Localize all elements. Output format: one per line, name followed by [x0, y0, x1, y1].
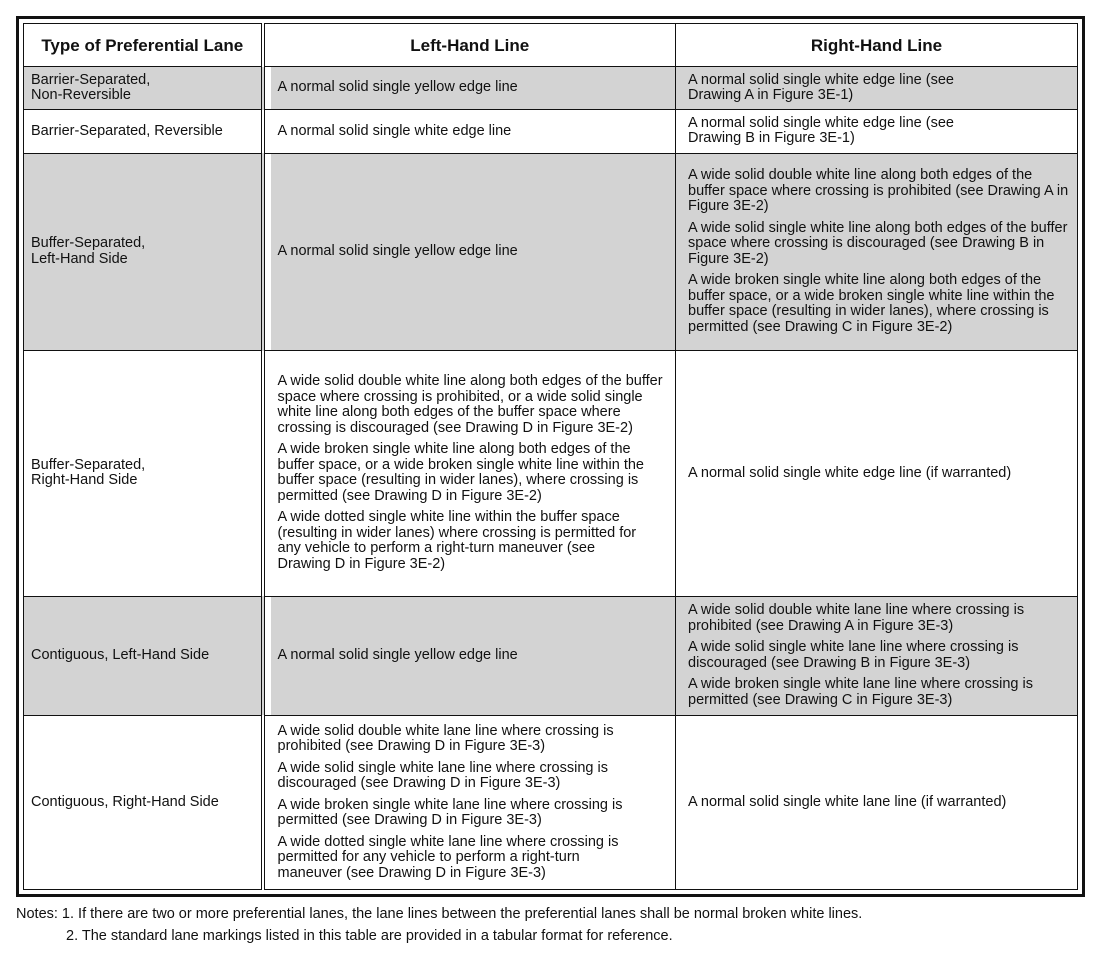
- left-line-cell: [263, 596, 676, 715]
- left-line-cell: [263, 67, 676, 110]
- row-type-cell: [24, 715, 263, 889]
- left-line-text: A wide dotted single white lane line where crossing is permitted for any vehicle to perform a right-turn maneuver (see Drawing D in Figure 3E-3): [277, 833, 619, 881]
- table-header-row: [24, 24, 1078, 67]
- row-type-cell: [24, 596, 263, 715]
- right-line-text: A wide solid double white lane line where crossing is prohibited (see Drawing A in Figure 3E-3): [688, 602, 1025, 634]
- right-line-text: A wide broken single white line along both edges of the buffer space, or a wide broken single white line within the buffer space (resulting in wider lanes), where crossing is permitted (see Drawing C in Figure 3E-2): [688, 272, 1055, 335]
- left-line-text: A wide broken single white lane line where crossing is permitted (see Drawing D in Figure 3E-3): [277, 796, 623, 829]
- row-type-label: Contiguous, Right-Hand Side: [31, 793, 219, 810]
- right-line-text: A normal solid single white edge line (see Drawing A in Figure 3E-1): [688, 71, 954, 104]
- table-row: [24, 153, 1078, 350]
- right-line-text: A normal solid single white lane line (if warranted): [688, 793, 1007, 810]
- left-line-text: A wide dotted single white line within the buffer space (resulting in wider lanes) where crossing is permitted for any vehicle to perform a right-turn maneuver (see Drawing D in Figure 3E-2): [277, 509, 637, 572]
- right-line-cell: [676, 596, 1078, 715]
- table-row: [24, 110, 1078, 153]
- left-line-text: A wide broken single white line along both edges of the buffer space, or a wide broken single white line within the buffer space (resulting in wider lanes), where crossing is permitted (see Drawing D in Figure 3E-2): [277, 441, 644, 504]
- left-line-text: A normal solid single yellow edge line: [277, 647, 518, 664]
- left-line-cell: [263, 153, 676, 350]
- right-line-text: A wide solid double white line along both edges of the buffer space where crossing is prohibited (see Drawing A in Figure 3E-2): [688, 167, 1069, 215]
- left-line-text: A normal solid single white edge line: [277, 122, 512, 139]
- lane-markings-table: [23, 23, 1078, 890]
- right-line-text: A wide solid single white lane line where crossing is discouraged (see Drawing B in Figure 3E-3): [688, 639, 1019, 671]
- right-line-cell: [676, 351, 1078, 597]
- row-type-label: Contiguous, Left-Hand Side: [31, 647, 210, 664]
- note-2: 2. The standard lane markings listed in this table are provided in a tabular format for reference.: [66, 928, 673, 944]
- row-type-cell: [24, 67, 263, 110]
- right-line-cell: [676, 153, 1078, 350]
- left-line-text: A wide solid single white lane line where crossing is discouraged (see Drawing D in Figure 3E-3): [277, 759, 608, 792]
- row-type-label: Buffer-Separated, Left-Hand Side: [31, 235, 146, 267]
- header-right-hand-line: Right-Hand Line: [676, 24, 1078, 67]
- row-type-label: Barrier-Separated, Reversible: [31, 122, 223, 139]
- header-left-hand-line: Left-Hand Line: [263, 24, 676, 67]
- right-line-text: A normal solid single white edge line (if warranted): [688, 464, 1012, 481]
- left-line-text: A normal solid single yellow edge line: [277, 79, 518, 96]
- row-type-cell: [24, 153, 263, 350]
- note-1: Notes: 1. If there are two or more preferential lanes, the lane lines between the preferential lanes shall be normal broken white lines.: [16, 906, 863, 922]
- table-row: [24, 596, 1078, 715]
- left-line-text: A wide solid double white line along both edges of the buffer space where crossing is prohibited, or a wide solid single white line along both edges of the buffer space where crossing is discouraged (see Drawing D in Figure 3E-2): [277, 373, 663, 436]
- table-row: [24, 715, 1078, 889]
- row-type-label: Buffer-Separated, Right-Hand Side: [31, 456, 146, 489]
- left-line-cell: [263, 715, 676, 889]
- right-line-cell: [676, 110, 1078, 153]
- right-line-text: A wide solid single white line along both edges of the buffer space where crossing is discouraged (see Drawing B in Figure 3E-2): [688, 219, 1068, 267]
- right-line-text: A wide broken single white lane line where crossing is permitted (see Drawing C in Figure 3E-3): [688, 676, 1033, 708]
- table-row: [24, 351, 1078, 597]
- row-type-cell: [24, 110, 263, 153]
- right-line-text: A normal solid single white edge line (see Drawing B in Figure 3E-1): [688, 114, 954, 147]
- left-line-cell: [263, 351, 676, 597]
- left-line-cell: [263, 110, 676, 153]
- right-line-cell: [676, 67, 1078, 110]
- left-line-text: A wide solid double white lane line where crossing is prohibited (see Drawing D in Figure 3E-3): [277, 722, 614, 755]
- lane-markings-table-frame: [16, 16, 1085, 897]
- row-type-label: Barrier-Separated, Non-Reversible: [31, 71, 151, 104]
- row-type-cell: [24, 351, 263, 597]
- table-notes: [16, 903, 1091, 947]
- table-row: [24, 67, 1078, 110]
- left-line-text: A normal solid single yellow edge line: [277, 243, 518, 260]
- right-line-cell: [676, 715, 1078, 889]
- header-type: Type of Preferential Lane: [24, 24, 263, 67]
